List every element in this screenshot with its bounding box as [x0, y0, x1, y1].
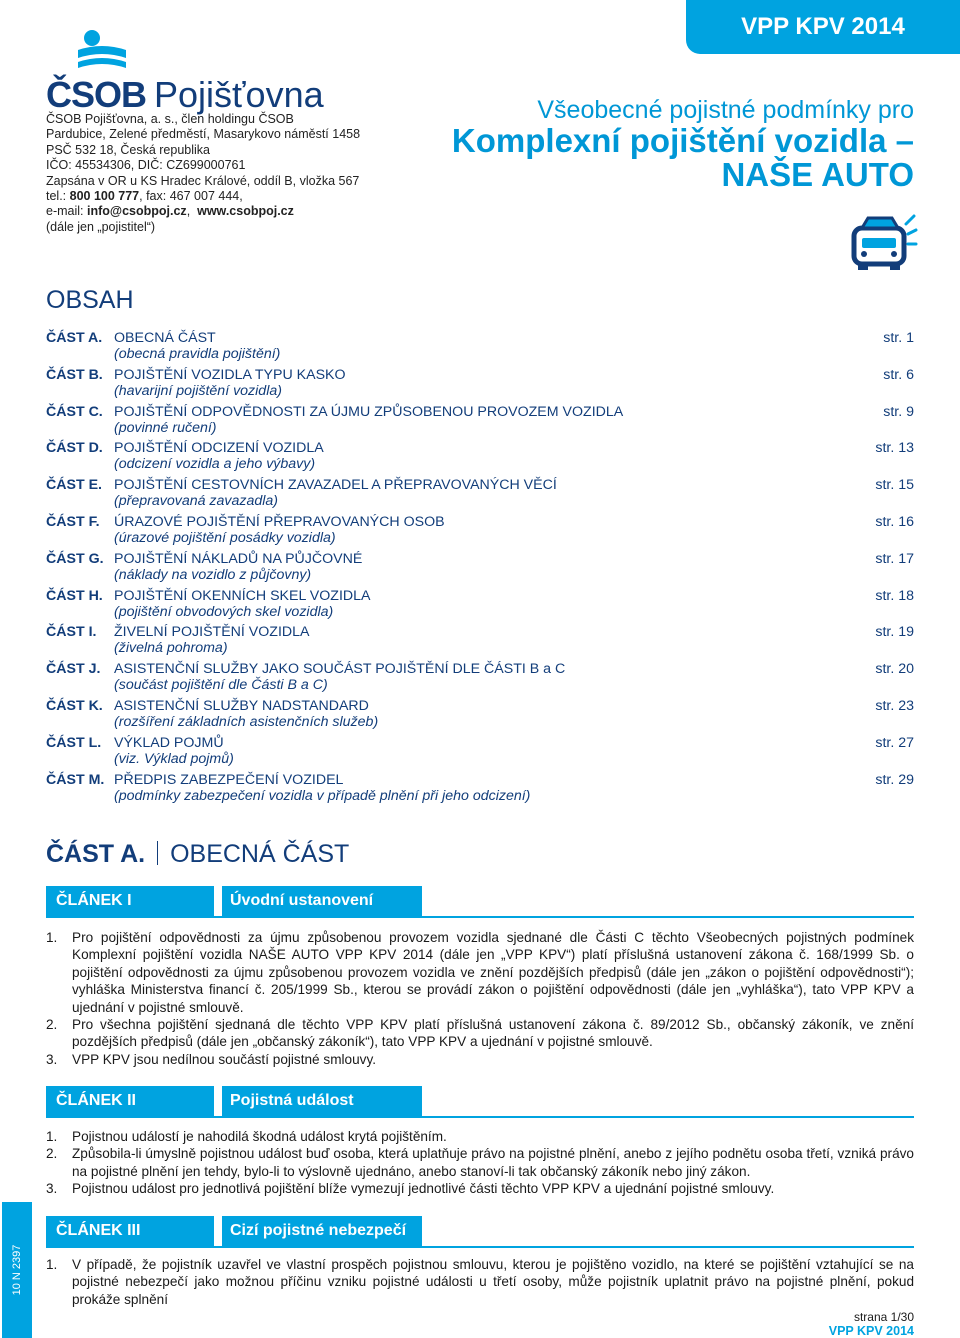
contents-heading: OBSAH: [46, 286, 134, 314]
toc-page: str. 13: [875, 440, 914, 457]
article-rule: [46, 1116, 914, 1118]
toc-part: ČÁST I.: [46, 624, 97, 641]
toc-page: str. 17: [875, 550, 914, 567]
toc-subtitle: (pojištění obvodových skel vozidla): [114, 603, 334, 620]
toc-part: ČÁST C.: [46, 403, 103, 420]
toc-item[interactable]: [46, 404, 914, 441]
toc-title: POJIŠTĚNÍ VOZIDLA TYPU KASKO: [114, 366, 346, 383]
toc-item[interactable]: [46, 477, 914, 514]
address-line: Pardubice, Zelené předměstí, Masarykovo náměstí 1458: [46, 127, 361, 142]
address-line: ČSOB Pojišťovna, a. s., člen holdingu ČSOB: [46, 112, 294, 126]
toc-page: str. 29: [875, 771, 914, 788]
logo-wordmark: [46, 74, 324, 116]
toc-item[interactable]: [46, 661, 914, 698]
toc-page: str. 27: [875, 734, 914, 751]
logo-brand: ČSOB: [46, 74, 147, 115]
toc-part: ČÁST M.: [46, 771, 105, 788]
toc-part: ČÁST E.: [46, 477, 102, 494]
section-title: OBECNÁ ČÁST: [170, 840, 350, 868]
article-label: ČLÁNEK II: [46, 1086, 214, 1116]
toc-title: POJIŠTĚNÍ OKENNÍCH SKEL VOZIDLA: [114, 587, 371, 604]
article-header: [46, 886, 914, 916]
toc-title: ASISTENČNÍ SLUŽBY JAKO SOUČÁST POJIŠTĚNÍ DLE ČÁSTI B a C: [114, 661, 566, 678]
toc-subtitle: (náklady na vozidlo z půjčovny): [114, 566, 312, 583]
toc-item[interactable]: [46, 735, 914, 772]
address-line: PSČ 532 18, Česká republika: [46, 142, 210, 157]
insurer-note: (dále jen „pojistitel“): [46, 219, 156, 234]
toc-subtitle: (havarijní pojištění vozidla): [114, 382, 282, 399]
article-body: [46, 929, 914, 1068]
list-item: 2. Způsobila-li úmyslně pojistnou událost buď osoba, která uplatňuje právo na pojistné plnění, anebo z jejího podnětu osoba třetí, vzniká právo na pojistné plnění jen tehdy, bylo-li to výslovně ujednáno, anebo stanoví-li tak občanský zákoník nebo jiný zákon.: [46, 1146, 914, 1179]
toc-part: ČÁST A.: [46, 330, 103, 346]
toc-subtitle: (odcizení vozidla a jeho výbavy): [114, 456, 316, 473]
contact-phone-line: tel.: 800 100 777, fax: 467 007 444,: [46, 189, 243, 204]
article-rule: [46, 1246, 914, 1248]
document-code-ribbon: VPP KPV 2014: [686, 0, 960, 54]
toc-title: POJIŠTĚNÍ NÁKLADŮ NA PŮJČOVNÉ: [114, 550, 363, 567]
list-item: 1. V případě, že pojistník uzavřel ve vlastní prospěch pojistnou smlouvu, kterou je pojištěno vozidlo, na které se pojištění vztahující se na pojistné nebezpečí jako možnou příčinu vzniku pojistné události u třetí osoby, může pojistník uplatnit právo na pojistné plnění, pokud prokáže splnění: [46, 1257, 914, 1307]
web-link[interactable]: www.csobpoj.cz: [197, 204, 294, 219]
toc-part: ČÁST D.: [46, 440, 103, 457]
article-label: ČLÁNEK III: [46, 1216, 214, 1246]
toc-title: OBECNÁ ČÁST: [114, 330, 216, 346]
toc-part: ČÁST L.: [46, 734, 102, 751]
toc-item[interactable]: [46, 588, 914, 625]
list-item: 2. Pro všechna pojištění sjednaná dle těchto VPP KPV platí příslušná ustanovení zákona č. 89/2012 Sb., občanský zákoník, ve znění pozdějších předpisů (dále jen „občanský zákoník“), tato VPP KPV a ujednání v pojistné smlouvě.: [46, 1017, 914, 1050]
phone-number: 800 100 777: [69, 189, 140, 204]
email-link[interactable]: info@csobpoj.cz: [86, 204, 187, 219]
toc-subtitle: (rozšíření základních asistenčních služeb): [114, 713, 379, 730]
section-divider: [157, 841, 158, 865]
company-address: [46, 112, 376, 235]
section-part: ČÁST A.: [46, 840, 146, 868]
toc-item[interactable]: [46, 772, 914, 809]
toc-part: ČÁST H.: [46, 587, 103, 604]
toc-subtitle: (povinné ručení): [114, 419, 217, 436]
toc-title: POJIŠTĚNÍ ODCIZENÍ VOZIDLA: [114, 440, 324, 457]
list-item: 3. VPP KPV jsou nedílnou součástí pojistné smlouvy.: [46, 1051, 377, 1067]
article-header: [46, 1216, 914, 1246]
article-body: [46, 1256, 914, 1308]
toc-subtitle: (živelná pohroma): [114, 640, 228, 657]
toc-item[interactable]: [46, 698, 914, 735]
toc-page: str. 20: [875, 661, 914, 678]
toc-subtitle: (přepravovaná zavazadla): [114, 493, 279, 510]
list-item: 1. Pro pojištění odpovědnosti za újmu způsobenou provozem vozidla sjednané dle Části C těchto Všeobecných pojistných podmínek Komplexní pojištění vozidla NAŠE AUTO VPP KPV 2014 (dále jen „VPP KPV“) platí příslušná ustanovení zákona č. 168/1999 Sb. o pojištění odpovědnosti za újmu způsobenou provozem vozidla ve znění pozdějších předpisů (dále jen „zákon o pojištění odpovědnosti“); vyhláška Ministerstva financí č. 205/1999 Sb., kterou se provádí zákon o pojištění odpovědnosti (dále jen „vyhláška“), tato VPP KPV a ujednání v pojistné smlouvě.: [46, 930, 914, 1015]
csob-logo-mark-icon: [74, 28, 130, 76]
document-code-tab: 10 N 2397: [2, 1202, 32, 1338]
toc-subtitle: (součást pojištění dle Části B a C): [114, 677, 328, 694]
address-line: Zapsána v OR u KS Hradec Králové, oddíl B, vložka 567: [46, 173, 360, 188]
toc-item[interactable]: [46, 440, 914, 477]
toc-item[interactable]: [46, 624, 914, 661]
car-icon: [848, 212, 918, 272]
list-item: 1. Pojistnou událostí je nahodilá škodná událost krytá pojištěním.: [46, 1129, 447, 1144]
toc-item[interactable]: [46, 514, 914, 551]
toc-title: ÚRAZOVÉ POJIŠTĚNÍ PŘEPRAVOVANÝCH OSOB: [114, 513, 445, 530]
toc-item[interactable]: [46, 330, 914, 367]
document-title: Komplexní pojištění vozidla –: [451, 122, 914, 159]
toc-page: str. 19: [875, 624, 914, 641]
toc-subtitle: (viz. Výklad pojmů): [114, 750, 234, 767]
footer-code: VPP KPV 2014: [828, 1324, 914, 1338]
document-subtitle: Všeobecné pojistné podmínky pro: [537, 96, 914, 124]
contact-web-line: e-mail: info@csobpoj.cz, www.csobpoj.cz: [46, 204, 294, 219]
toc-subtitle: (úrazové pojištění posádky vozidla): [114, 529, 336, 546]
page-number: strana 1/30: [853, 1310, 914, 1324]
address-line: IČO: 45534306, DIČ: CZ699000761: [46, 158, 246, 173]
article-label: ČLÁNEK I: [46, 886, 214, 916]
toc-title: POJIŠTĚNÍ CESTOVNÍCH ZAVAZADEL A PŘEPRAVOVANÝCH VĚCÍ: [114, 477, 557, 494]
article-body: [46, 1128, 914, 1198]
article-name: Pojistná událost: [222, 1086, 422, 1116]
toc-subtitle: (obecná pravidla pojištění): [114, 346, 281, 362]
toc-part: ČÁST K.: [46, 697, 103, 714]
article-header: [46, 1086, 914, 1116]
list-item: 3. Pojistnou událost pro jednotlivá pojištění blíže vymezují jednotlivé části těchto VPP KPV a ujednání pojistné smlouvy.: [46, 1181, 775, 1197]
article-name: Úvodní ustanovení: [222, 886, 422, 916]
article-rule: [46, 916, 914, 918]
toc-part: ČÁST B.: [46, 366, 103, 383]
toc-page: str. 9: [883, 403, 914, 420]
toc-page: str. 15: [875, 477, 914, 494]
toc-part: ČÁST F.: [46, 513, 100, 530]
table-of-contents: [46, 330, 914, 808]
article-name: Cizí pojistné nebezpečí: [222, 1216, 422, 1246]
section-heading: [46, 840, 349, 869]
toc-item[interactable]: [46, 367, 914, 404]
toc-page: str. 6: [883, 366, 914, 383]
toc-subtitle: (podmínky zabezpečení vozidla v případě plnění při jeho odcizení): [114, 787, 531, 804]
toc-title: VÝKLAD POJMŮ: [114, 734, 224, 751]
toc-page: str. 23: [875, 697, 914, 714]
document-title-product: NAŠE AUTO: [721, 156, 914, 193]
toc-part: ČÁST J.: [46, 661, 101, 678]
toc-page: str. 1: [883, 330, 914, 346]
toc-part: ČÁST G.: [46, 550, 104, 567]
toc-title: PŘEDPIS ZABEZPEČENÍ VOZIDEL: [114, 771, 344, 788]
toc-title: POJIŠTĚNÍ ODPOVĚDNOSTI ZA ÚJMU ZPŮSOBENOU PROVOZEM VOZIDLA: [114, 403, 624, 420]
toc-page: str. 18: [875, 587, 914, 604]
toc-title: ŽIVELNÍ POJIŠTĚNÍ VOZIDLA: [114, 624, 310, 641]
logo-name: Pojišťovna: [154, 74, 324, 115]
toc-title: ASISTENČNÍ SLUŽBY NADSTANDARD: [114, 697, 369, 714]
toc-page: str. 16: [875, 513, 914, 530]
toc-item[interactable]: [46, 551, 914, 588]
